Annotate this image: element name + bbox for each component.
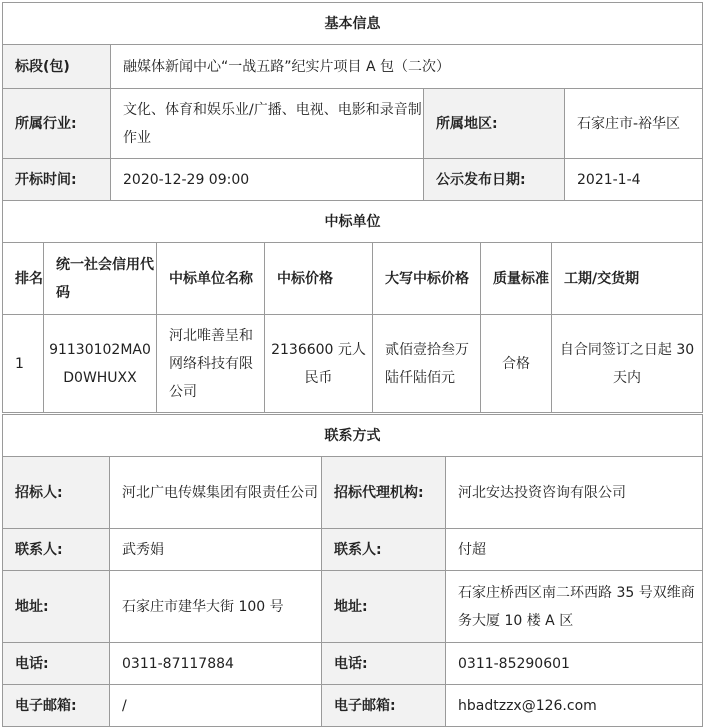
basic-info-table (2, 2, 703, 201)
industry-label: 所属行业: (3, 89, 111, 159)
header-quality: 质量标准 (481, 243, 552, 315)
region-label: 所属地区: (424, 89, 565, 159)
winner-title: 中标单位 (3, 201, 703, 243)
header-price: 中标价格 (265, 243, 373, 315)
address-value: 石家庄市建华大街 100 号 (110, 571, 322, 643)
agency-address-label: 地址: (322, 571, 446, 643)
header-price-upper: 大写中标价格 (373, 243, 481, 315)
open-time-value: 2020-12-29 09:00 (111, 159, 424, 201)
industry-value: 文化、体育和娱乐业/广播、电视、电影和录音制作业 (111, 89, 424, 159)
agency-value: 河北安达投资咨询有限公司 (446, 457, 703, 529)
email-label: 电子邮箱: (3, 685, 110, 727)
header-rank: 排名 (3, 243, 44, 315)
contact-table (2, 414, 703, 727)
basic-info-title: 基本信息 (3, 3, 703, 45)
publish-date-label: 公示发布日期: (424, 159, 565, 201)
contact-person-value: 武秀娟 (110, 529, 322, 571)
section-label: 标段(包) (3, 45, 111, 89)
winner-company-name: 河北唯善呈和网络科技有限公司 (157, 315, 265, 413)
agency-address-value: 石家庄桥西区南二环西路 35 号双维商务大厦 10 楼 A 区 (446, 571, 703, 643)
agency-contact-value: 付超 (446, 529, 703, 571)
header-period: 工期/交货期 (552, 243, 703, 315)
email-value: / (110, 685, 322, 727)
header-company-name: 中标单位名称 (157, 243, 265, 315)
section-value: 融媒体新闻中心“一战五路”纪实片项目 A 包（二次） (111, 45, 703, 89)
contact-person-label: 联系人: (3, 529, 110, 571)
phone-label: 电话: (3, 643, 110, 685)
winner-rank: 1 (3, 315, 44, 413)
agency-contact-label: 联系人: (322, 529, 446, 571)
winner-table (2, 200, 703, 413)
agency-phone-label: 电话: (322, 643, 446, 685)
header-credit-code: 统一社会信用代码 (44, 243, 157, 315)
tenderer-value: 河北广电传媒集团有限责任公司 (110, 457, 322, 529)
contact-title: 联系方式 (3, 415, 703, 457)
winner-price: 2136600 元人民币 (265, 315, 373, 413)
tenderer-label: 招标人: (3, 457, 110, 529)
winner-quality: 合格 (481, 315, 552, 413)
agency-email-value: hbadtzzx@126.com (446, 685, 703, 727)
open-time-label: 开标时间: (3, 159, 111, 201)
winner-credit-code: 91130102MA0D0WHUXX (44, 315, 157, 413)
agency-label: 招标代理机构: (322, 457, 446, 529)
region-value: 石家庄市-裕华区 (565, 89, 703, 159)
agency-email-label: 电子邮箱: (322, 685, 446, 727)
publish-date-value: 2021-1-4 (565, 159, 703, 201)
agency-phone-value: 0311-85290601 (446, 643, 703, 685)
address-label: 地址: (3, 571, 110, 643)
phone-value: 0311-87117884 (110, 643, 322, 685)
winner-period: 自合同签订之日起 30 天内 (552, 315, 703, 413)
winner-price-upper: 贰佰壹拾叁万陆仟陆佰元 (373, 315, 481, 413)
